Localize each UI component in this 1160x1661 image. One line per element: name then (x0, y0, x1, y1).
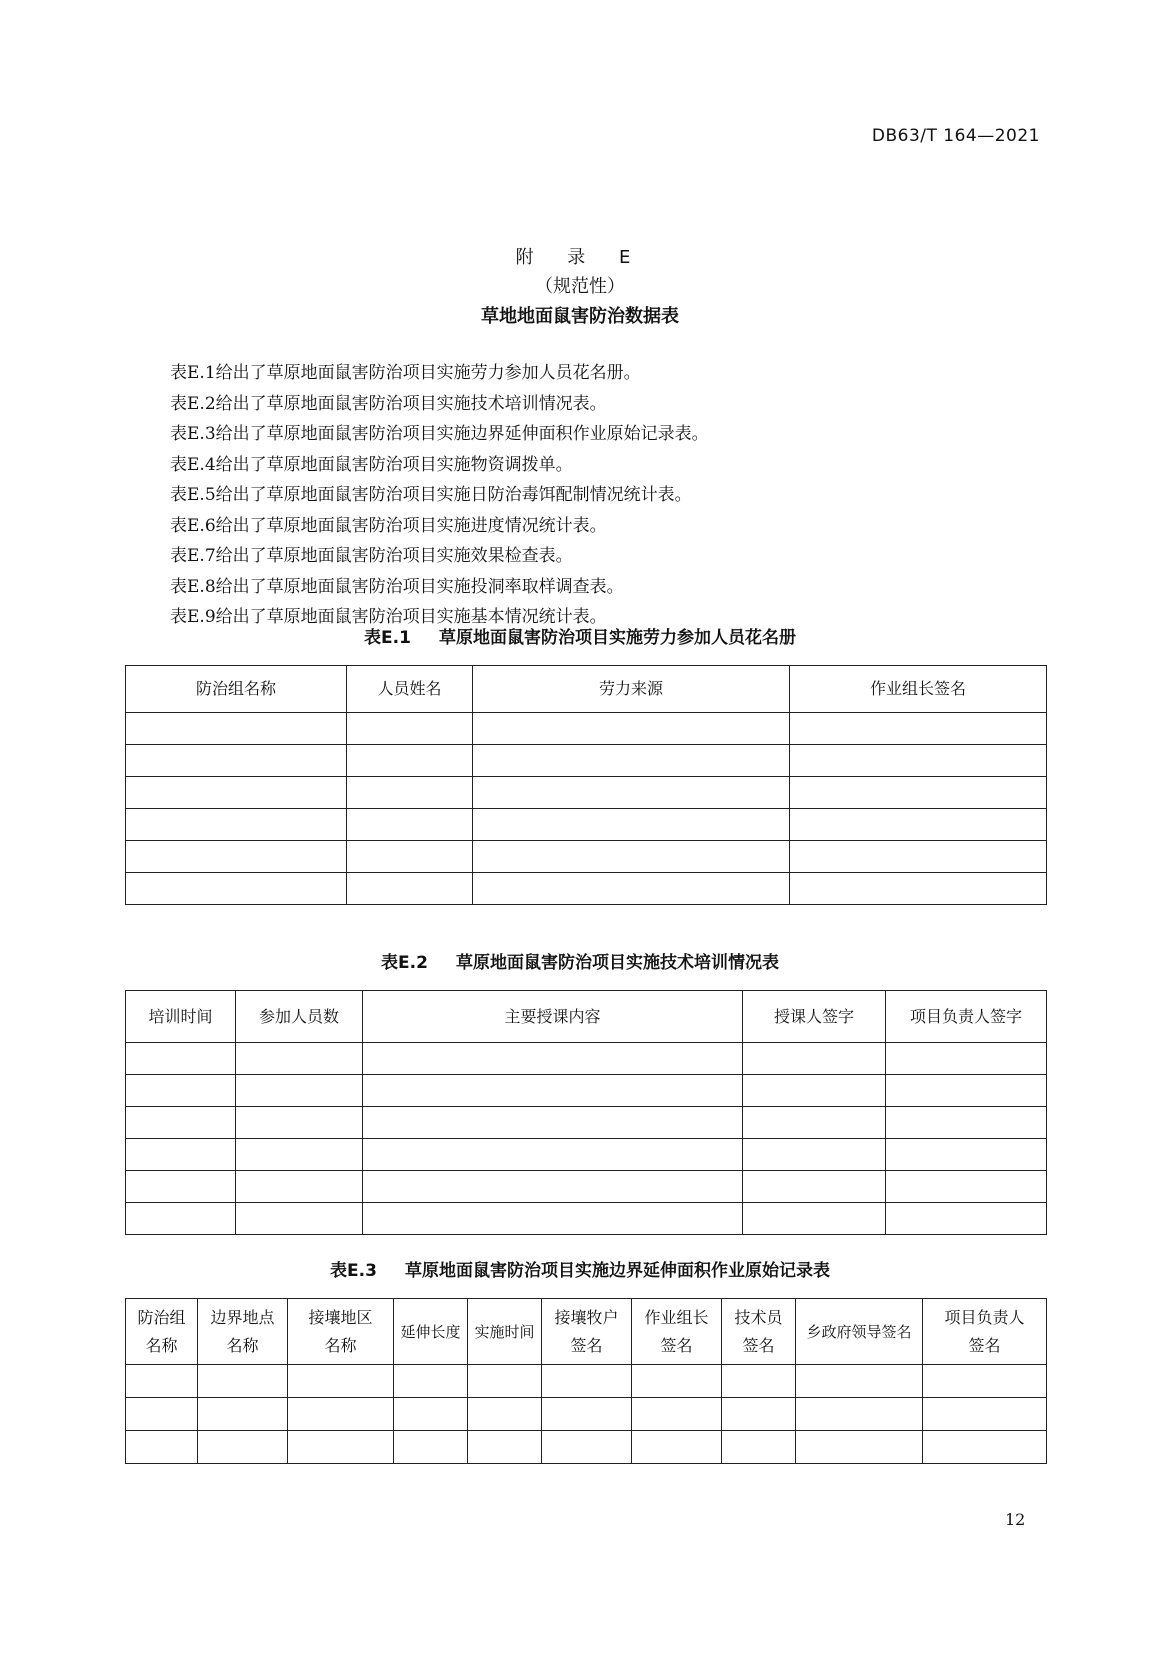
table-cell[interactable] (468, 1365, 542, 1398)
table-row (126, 1431, 1047, 1464)
table-cell[interactable] (126, 745, 347, 777)
table-cell[interactable] (743, 1171, 886, 1203)
table-row (126, 1075, 1047, 1107)
page-number: 12 (1005, 1510, 1026, 1529)
table-cell[interactable] (632, 1431, 722, 1464)
table-cell[interactable] (126, 713, 347, 745)
table-cell[interactable] (288, 1365, 394, 1398)
table-cell[interactable] (886, 1139, 1047, 1171)
table-cell[interactable] (796, 1365, 923, 1398)
table-cell[interactable] (923, 1365, 1047, 1398)
table-header-cell: 授课人签字 (743, 991, 886, 1043)
table-cell[interactable] (743, 1075, 886, 1107)
intro-line: 表E.8给出了草原地面鼠害防治项目实施投洞率取样调查表。 (170, 576, 624, 597)
table-cell[interactable] (886, 1107, 1047, 1139)
table-cell[interactable] (126, 1398, 198, 1431)
table-row (126, 1398, 1047, 1431)
table-cell[interactable] (126, 1107, 236, 1139)
table-cell[interactable] (347, 745, 473, 777)
table-cell[interactable] (236, 1139, 363, 1171)
table-cell[interactable] (126, 1431, 198, 1464)
intro-line: 表E.7给出了草原地面鼠害防治项目实施效果检查表。 (170, 546, 573, 566)
table-header-cell: 项目负责人 签名 (923, 1299, 1047, 1365)
table-cell[interactable] (722, 1431, 796, 1464)
table-cell[interactable] (363, 1107, 743, 1139)
table-cell[interactable] (126, 1171, 236, 1203)
table-e1 (125, 665, 1047, 905)
table-header-cell: 技术员 签名 (722, 1299, 796, 1365)
table-cell[interactable] (542, 1398, 632, 1431)
table-cell[interactable] (236, 1043, 363, 1075)
table-cell[interactable] (394, 1365, 468, 1398)
table-cell[interactable] (126, 777, 347, 809)
table-cell[interactable] (126, 1043, 236, 1075)
table-cell[interactable] (886, 1075, 1047, 1107)
table-header-row (126, 1299, 1047, 1365)
table-cell[interactable] (288, 1431, 394, 1464)
table-header-cell: 作业组长 签名 (632, 1299, 722, 1365)
table-row (126, 809, 1047, 841)
table-cell[interactable] (394, 1431, 468, 1464)
intro-line: 表E.1给出了草原地面鼠害防治项目实施劳力参加人员花名册。 (170, 363, 641, 383)
table-header-cell: 培训时间 (126, 991, 236, 1043)
table-e3 (125, 1298, 1047, 1464)
table-cell[interactable] (473, 809, 790, 841)
table-row (126, 841, 1047, 873)
table-cell[interactable] (347, 777, 473, 809)
table-cell[interactable] (790, 873, 1047, 905)
table-cell[interactable] (473, 777, 790, 809)
table-header-row (126, 991, 1047, 1043)
table-cell[interactable] (347, 809, 473, 841)
table-cell[interactable] (468, 1431, 542, 1464)
table-cell[interactable] (886, 1203, 1047, 1235)
table-e2-caption (0, 948, 1160, 973)
table-cell[interactable] (198, 1365, 288, 1398)
table-header-cell: 实施时间 (468, 1299, 542, 1365)
appendix-type: （规范性） (535, 276, 625, 297)
table-row (126, 1365, 1047, 1398)
table-cell[interactable] (394, 1398, 468, 1431)
table-cell[interactable] (722, 1398, 796, 1431)
table-cell[interactable] (923, 1398, 1047, 1431)
table-e2-title: 草原地面鼠害防治项目实施技术培训情况表 (455, 953, 779, 973)
table-cell[interactable] (126, 873, 347, 905)
table-cell[interactable] (236, 1171, 363, 1203)
table-cell[interactable] (473, 873, 790, 905)
intro-line: 表E.3给出了草原地面鼠害防治项目实施边界延伸面积作业原始记录表。 (170, 424, 709, 444)
table-cell[interactable] (363, 1043, 743, 1075)
table-row (126, 1139, 1047, 1171)
table-cell[interactable] (363, 1203, 743, 1235)
table-header-cell: 接壤牧户 签名 (542, 1299, 632, 1365)
table-cell[interactable] (743, 1203, 886, 1235)
table-cell[interactable] (923, 1431, 1047, 1464)
table-cell[interactable] (126, 1075, 236, 1107)
table-cell[interactable] (236, 1107, 363, 1139)
table-cell[interactable] (288, 1398, 394, 1431)
table-cell[interactable] (473, 713, 790, 745)
table-header-cell: 接壤地区 名称 (288, 1299, 394, 1365)
intro-line: 表E.4给出了草原地面鼠害防治项目实施物资调拨单。 (170, 454, 573, 475)
table-cell[interactable] (126, 1365, 198, 1398)
table-e2 (125, 990, 1047, 1235)
intro-line: 表E.2给出了草原地面鼠害防治项目实施技术培训情况表。 (170, 393, 607, 414)
table-e3-number: 表E.3 (330, 1261, 377, 1281)
table-header-cell: 边界地点 名称 (198, 1299, 288, 1365)
table-cell[interactable] (126, 1203, 236, 1235)
table-cell[interactable] (722, 1365, 796, 1398)
table-cell[interactable] (790, 745, 1047, 777)
table-row (126, 1203, 1047, 1235)
intro-line: 表E.6给出了草原地面鼠害防治项目实施进度情况统计表。 (170, 515, 607, 536)
table-cell[interactable] (473, 841, 790, 873)
table-cell[interactable] (347, 873, 473, 905)
table-cell[interactable] (468, 1398, 542, 1431)
table-e1-caption (0, 623, 1160, 648)
intro-line: 表E.9给出了草原地面鼠害防治项目实施基本情况统计表。 (170, 607, 607, 627)
table-header-cell: 防治组 名称 (126, 1299, 198, 1365)
table-cell[interactable] (126, 841, 347, 873)
table-header-row (126, 666, 1047, 713)
table-row (126, 1043, 1047, 1075)
table-cell[interactable] (198, 1431, 288, 1464)
table-row (126, 777, 1047, 809)
table-row (126, 873, 1047, 905)
table-cell[interactable] (347, 713, 473, 745)
table-e2-number: 表E.2 (381, 953, 428, 973)
table-cell[interactable] (632, 1398, 722, 1431)
intro-list (170, 358, 709, 633)
table-cell[interactable] (363, 1171, 743, 1203)
table-cell[interactable] (198, 1398, 288, 1431)
table-cell[interactable] (790, 841, 1047, 873)
table-cell[interactable] (363, 1075, 743, 1107)
table-cell[interactable] (126, 1139, 236, 1171)
table-row (126, 745, 1047, 777)
table-cell[interactable] (363, 1139, 743, 1171)
table-header-cell: 人员姓名 (347, 666, 473, 713)
table-cell[interactable] (236, 1075, 363, 1107)
table-cell[interactable] (886, 1171, 1047, 1203)
table-cell[interactable] (886, 1043, 1047, 1075)
table-e3-caption (0, 1256, 1160, 1281)
table-cell[interactable] (743, 1043, 886, 1075)
table-row (126, 1171, 1047, 1203)
table-cell[interactable] (743, 1107, 886, 1139)
table-row (126, 713, 1047, 745)
table-cell[interactable] (790, 713, 1047, 745)
table-e1-title: 草原地面鼠害防治项目实施劳力参加人员花名册 (438, 628, 796, 648)
table-header-cell: 乡政府领导签名 (796, 1299, 923, 1365)
table-header-cell: 延伸长度 (394, 1299, 468, 1365)
table-cell[interactable] (632, 1365, 722, 1398)
table-cell[interactable] (796, 1398, 923, 1431)
table-row (126, 1107, 1047, 1139)
table-cell[interactable] (126, 809, 347, 841)
appendix-name: 草地地面鼠害防治数据表 (481, 306, 679, 327)
table-cell[interactable] (542, 1365, 632, 1398)
table-e3-title: 草原地面鼠害防治项目实施边界延伸面积作业原始记录表 (404, 1261, 830, 1281)
table-header-cell: 参加人员数 (236, 991, 363, 1043)
table-cell[interactable] (542, 1431, 632, 1464)
table-header-cell: 防治组名称 (126, 666, 347, 713)
table-cell[interactable] (796, 1431, 923, 1464)
table-cell[interactable] (347, 841, 473, 873)
table-e1-number: 表E.1 (364, 628, 411, 648)
table-cell[interactable] (743, 1139, 886, 1171)
table-cell[interactable] (236, 1203, 363, 1235)
table-cell[interactable] (790, 777, 1047, 809)
intro-line: 表E.5给出了草原地面鼠害防治项目实施日防治毒饵配制情况统计表。 (170, 485, 692, 505)
table-cell[interactable] (790, 809, 1047, 841)
table-cell[interactable] (473, 745, 790, 777)
standard-code: DB63/T 164—2021 (871, 126, 1040, 146)
appendix-title: 附 录 E (515, 247, 645, 268)
table-header-cell: 项目负责人签字 (886, 991, 1047, 1043)
table-header-cell: 主要授课内容 (363, 991, 743, 1043)
table-header-cell: 作业组长签名 (790, 666, 1047, 713)
table-header-cell: 劳力来源 (473, 666, 790, 713)
